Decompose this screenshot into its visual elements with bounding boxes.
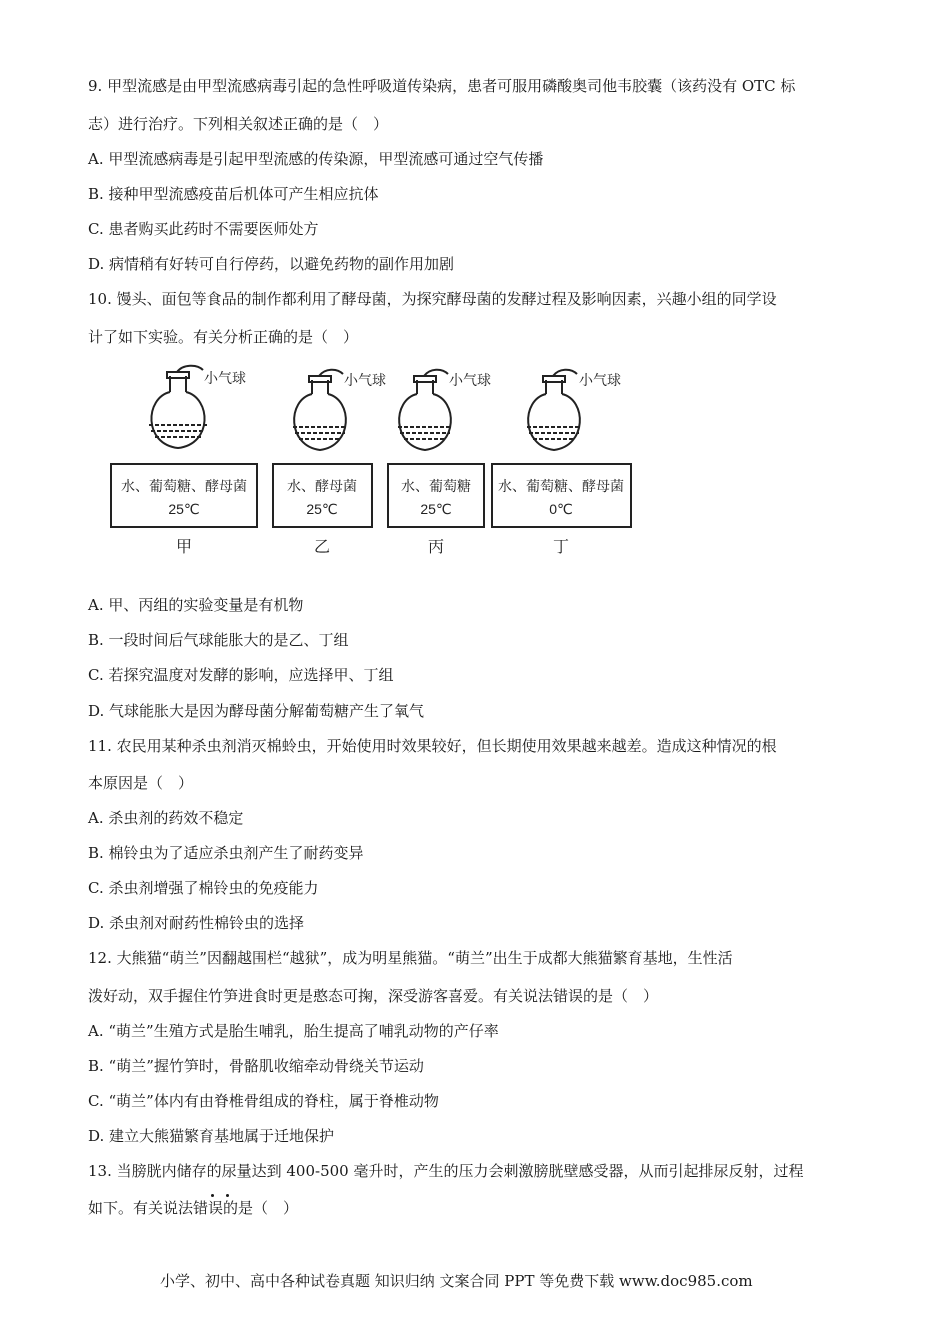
q10-option-a: A. 甲、丙组的实验变量是有机物 [88, 596, 304, 614]
q9-option-c: C. 患者购买此药时不需要医师处方 [88, 220, 319, 238]
q12-option-a: A. “萌兰”生殖方式是胎生哺乳，胎生提高了哺乳动物的产仔率 [88, 1022, 499, 1040]
q11-option-d: D. 杀虫剂对耐药性棉铃虫的选择 [88, 914, 305, 932]
q9-stem-line1: 9. 甲型流感是由甲型流感病毒引起的急性呼吸道传染病，患者可服用磷酸奥司他韦胶囊（该药没有 OTC 标 [88, 77, 796, 95]
temp-jia: 25℃ [168, 501, 200, 517]
contents-ding: 水、葡萄糖、酵母菌 [498, 478, 624, 494]
temp-bing: 25℃ [420, 501, 452, 517]
balloon-label-yi: 小气球 [344, 372, 386, 388]
q10-option-d: D. 气球能胀大是因为酵母菌分解葡萄糖产生了氧气 [88, 702, 425, 720]
page-footer: 小学、初中、高中各种试卷真题 知识归纳 文案合同 PPT 等免费下载 www.doc985.com [160, 1272, 753, 1290]
temp-yi: 25℃ [306, 501, 338, 517]
emphasis-dot [211, 1194, 214, 1197]
box-yi [273, 464, 372, 527]
balloon-label-bing: 小气球 [449, 372, 491, 388]
q9-option-b: B. 接种甲型流感疫苗后机体可产生相应抗体 [88, 185, 379, 203]
q12-option-b: B. “萌兰”握竹笋时，骨骼肌收缩牵动骨绕关节运动 [88, 1057, 424, 1075]
q10-stem-line1: 10. 馒头、面包等食品的制作都利用了酵母菌，为探究酵母菌的发酵过程及影响因素，兴趣小组的同学设 [88, 290, 777, 308]
balloon-label-jia: 小气球 [204, 370, 246, 386]
q11-stem-line2: 本原因是（ ） [88, 774, 194, 792]
q12-option-d: D. 建立大熊猫繁育基地属于迁地保护 [88, 1127, 335, 1145]
q9-stem-line2: 志）进行治疗。下列相关叙述正确的是（ ） [88, 115, 389, 133]
q12-stem-line1: 12. 大熊猫“萌兰”因翻越围栏“越狱”，成为明星熊猫。“萌兰”出生于成都大熊猫繁育基地，生性活 [88, 949, 733, 967]
contents-bing: 水、葡萄糖 [401, 478, 471, 494]
group-name-jia: 甲 [175, 539, 193, 556]
flask-ding [527, 370, 581, 450]
box-jia [111, 464, 257, 527]
q11-stem-line1: 11. 农民用某种杀虫剂消灭棉蛉虫，开始使用时效果较好，但长期使用效果越来越差。造成这种情况的根 [88, 737, 777, 755]
q10-option-b: B. 一段时间后气球能胀大的是乙、丁组 [88, 631, 349, 649]
q11-option-a: A. 杀虫剂的药效不稳定 [88, 809, 244, 827]
q12-stem-line2: 泼好动，双手握住竹笋进食时更是憨态可掬，深受游客喜爱。有关说法错误的是（ ） [88, 987, 659, 1005]
box-bing [388, 464, 484, 527]
contents-jia: 水、葡萄糖、酵母菌 [121, 478, 247, 494]
group-name-yi: 乙 [313, 539, 331, 556]
fermentation-experiment-figure [105, 362, 645, 562]
q10-option-c: C. 若探究温度对发酵的影响，应选择甲、丁组 [88, 666, 394, 684]
emphasis-dot [226, 1194, 229, 1197]
balloon-label-ding: 小气球 [579, 372, 621, 388]
flask-jia [149, 366, 207, 448]
temp-ding: 0℃ [549, 501, 573, 517]
group-name-ding: 丁 [552, 539, 570, 556]
q10-stem-line2: 计了如下实验。有关分析正确的是（ ） [88, 328, 359, 346]
q9-option-a: A. 甲型流感病毒是引起甲型流感的传染源，甲型流感可通过空气传播 [88, 150, 544, 168]
flask-bing [398, 370, 452, 450]
q12-option-c: C. “萌兰”体内有由脊椎骨组成的脊柱，属于脊椎动物 [88, 1092, 439, 1110]
contents-yi: 水、酵母菌 [287, 478, 357, 494]
q13-stem-line1: 13. 当膀胱内储存的尿量达到 400-500 毫升时，产生的压力会刺激膀胱壁感受器，从而引起排尿反射，过程 [88, 1162, 804, 1180]
q11-option-c: C. 杀虫剂增强了棉铃虫的免疫能力 [88, 879, 319, 897]
flask-yi [293, 370, 347, 450]
q9-option-d: D. 病情稍有好转可自行停药，以避免药物的副作用加剧 [88, 255, 455, 273]
q13-stem-line2: 如下。有关说法错误的是（ ） [88, 1199, 299, 1217]
q11-option-b: B. 棉铃虫为了适应杀虫剂产生了耐药变异 [88, 844, 364, 862]
box-ding [492, 464, 631, 527]
group-name-bing: 丙 [427, 539, 445, 556]
